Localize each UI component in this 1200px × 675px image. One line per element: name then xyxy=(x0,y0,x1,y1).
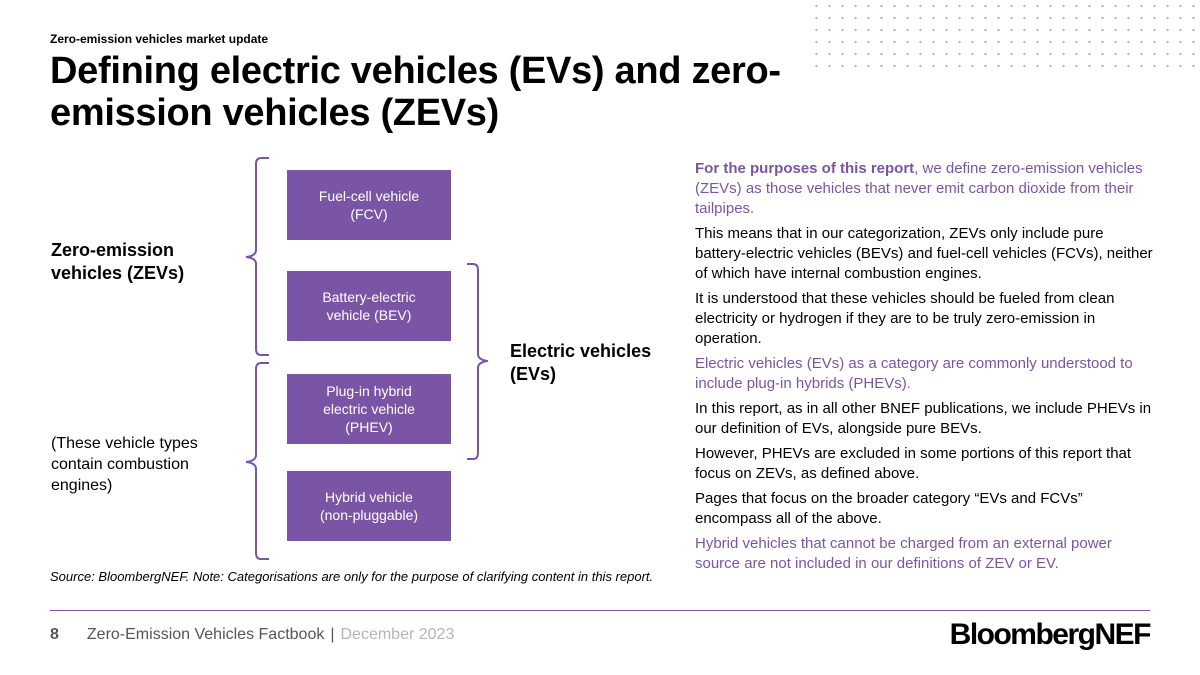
source-note: Source: BloombergNEF. Note: Categorisations are only for the purpose of clarifying content in this report. xyxy=(50,569,654,584)
footer-divider xyxy=(50,610,1150,611)
paragraph-1-bold: For the purposes of this report xyxy=(695,160,915,177)
bev-label-line1: Battery-electric xyxy=(322,289,416,305)
section-kicker: Zero-emission vehicles market update xyxy=(50,32,269,46)
zev-group-label xyxy=(51,239,184,285)
paragraph-4: Electric vehicles (EVs) as a category are commonly understood to include plug-in hybrids (PHEVs). xyxy=(695,355,1133,392)
publication-name: Zero-Emission Vehicles Factbook xyxy=(86,626,325,643)
hybrid-label-line2: (non-pluggable) xyxy=(319,507,419,523)
combustion-note: (These vehicle types contain combustion engines) xyxy=(51,435,198,494)
publication-date: December 2023 xyxy=(340,626,455,643)
bev-label-line2: vehicle (BEV) xyxy=(326,307,412,323)
fcv-label-line2: (FCV) xyxy=(350,206,388,222)
ev-label-line1: Electric vehicles xyxy=(510,341,652,361)
bev-box xyxy=(287,271,451,341)
phev-label-line2: electric vehicle xyxy=(323,401,415,417)
fcv-label-line1: Fuel-cell vehicle xyxy=(318,188,420,204)
ev-label-line2: (EVs) xyxy=(510,364,557,384)
ev-bracket xyxy=(467,264,488,459)
paragraph-2: This means that in our categorization, ZEVs only include pure battery-electric vehicles (BEVs) and fuel-cell vehicles (FCVs), neither of which have internal combustion engines. xyxy=(695,225,1153,282)
paragraph-6: However, PHEVs are excluded in some portions of this report that focus on ZEVs, as defined above. xyxy=(695,445,1132,482)
bloombergnef-logo: BloombergNEF xyxy=(949,618,1150,651)
phev-box xyxy=(287,374,451,444)
paragraph-1-rest: , we define zero-emission vehicles (ZEVs) as those vehicles that never emit carbon dioxide from their tailpipes. xyxy=(695,160,1143,217)
paragraph-8: Hybrid vehicles that cannot be charged from an external power source are not included in our definitions of ZEV or EV. xyxy=(695,535,1112,572)
paragraph-1 xyxy=(695,159,1155,219)
footer xyxy=(50,626,454,644)
paragraph-5: In this report, as in all other BNEF publications, we include PHEVs in our definition of EVs, alongside pure BEVs. xyxy=(695,400,1152,437)
ev-group-label xyxy=(510,340,651,386)
fcv-box xyxy=(287,170,451,240)
phev-label-line3: (PHEV) xyxy=(345,419,393,435)
footer-separator: | xyxy=(330,626,335,643)
hybrid-box xyxy=(287,471,451,541)
dot-pattern-decoration xyxy=(810,0,1200,72)
page-number: 8 xyxy=(50,626,59,643)
paragraph-7: Pages that focus on the broader category “EVs and FCVs” encompass all of the above. xyxy=(695,490,1083,527)
paragraph-3: It is understood that these vehicles should be fueled from clean electricity or hydrogen if they are to be truly zero-emission in operation. xyxy=(695,290,1115,347)
zev-bracket xyxy=(246,158,269,355)
definitions-text xyxy=(695,159,1155,579)
hybrid-label-line1: Hybrid vehicle xyxy=(325,489,413,505)
zev-label-line2: vehicles (ZEVs) xyxy=(51,263,185,283)
combustion-bracket xyxy=(246,363,269,559)
zev-label-line1: Zero-emission xyxy=(51,240,175,260)
page-title: Defining electric vehicles (EVs) and zero-emission vehicles (ZEVs) xyxy=(50,50,781,134)
phev-label-line1: Plug-in hybrid xyxy=(326,383,412,399)
